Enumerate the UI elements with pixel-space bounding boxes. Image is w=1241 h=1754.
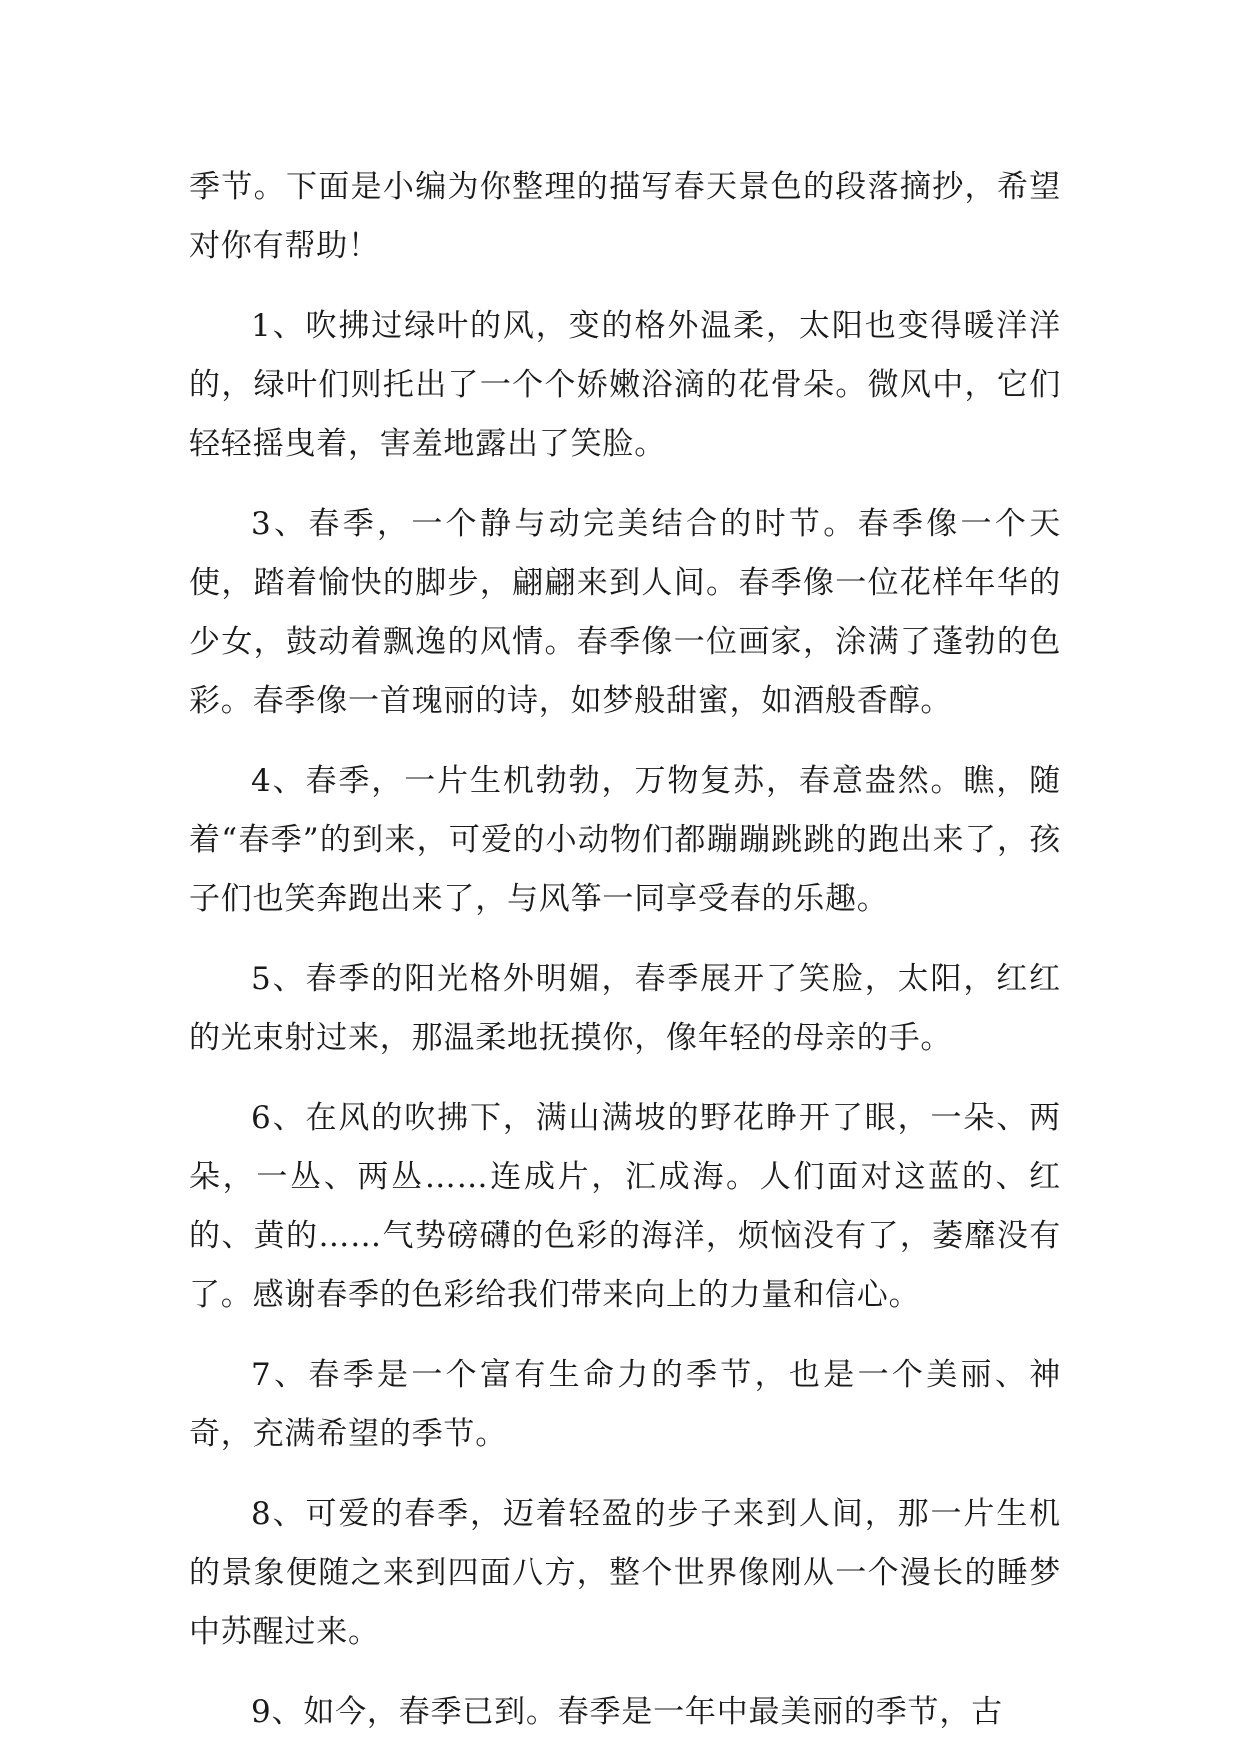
paragraph-item-4: 4、春季，一片生机勃勃，万物复苏，春意盎然。瞧，随着“春季”的到来，可爱的小动物们都蹦蹦跳跳的跑出来了，孩子们也笑奔跑出来了，与风筝一同享受春的乐趣。 <box>189 763 1061 917</box>
paragraph-item-9: 9、如今，春季已到。春季是一年中最美丽的季节，古 <box>251 1694 1003 1730</box>
paragraph-item-3: 3、春季，一个静与动完美结合的时节。春季像一个天使，踏着愉快的脚步，翩翩来到人间。春季像一位花样年华的少女，鼓动着飘逸的风情。春季像一位画家，涂满了蓬勃的色彩。春季像一首瑰丽的诗，如梦般甜蜜，如酒般香醇。 <box>189 506 1061 719</box>
paragraph-item-5: 5、春季的阳光格外明媚，春季展开了笑脸，太阳，红红的光束射过来，那温柔地抚摸你，像年轻的母亲的手。 <box>189 961 1061 1056</box>
paragraph-item-7: 7、春季是一个富有生命力的季节，也是一个美丽、神奇，充满希望的季节。 <box>189 1357 1061 1452</box>
document-body <box>189 158 1061 1742</box>
paragraph-item-6: 6、在风的吹拂下，满山满坡的野花睁开了眼，一朵、两朵，一丛、两丛……连成片，汇成海。人们面对这蓝的、红的、黄的……气势磅礴的色彩的海洋，烦恼没有了，萎靡没有了。感谢春季的色彩给我们带来向上的力量和信心。 <box>189 1100 1061 1313</box>
paragraph-item-8: 8、可爱的春季，迈着轻盈的步子来到人间，那一片生机的景象便随之来到四面八方，整个世界像刚从一个漫长的睡梦中苏醒过来。 <box>189 1496 1061 1650</box>
paragraph-intro-continuation: 季节。下面是小编为你整理的描写春天景色的段落摘抄，希望对你有帮助！ <box>189 169 1061 264</box>
paragraph-item-1: 1、吹拂过绿叶的风，变的格外温柔，太阳也变得暖洋洋的，绿叶们则托出了一个个娇嫩浴滴的花骨朵。微风中，它们轻轻摇曳着，害羞地露出了笑脸。 <box>189 308 1061 462</box>
